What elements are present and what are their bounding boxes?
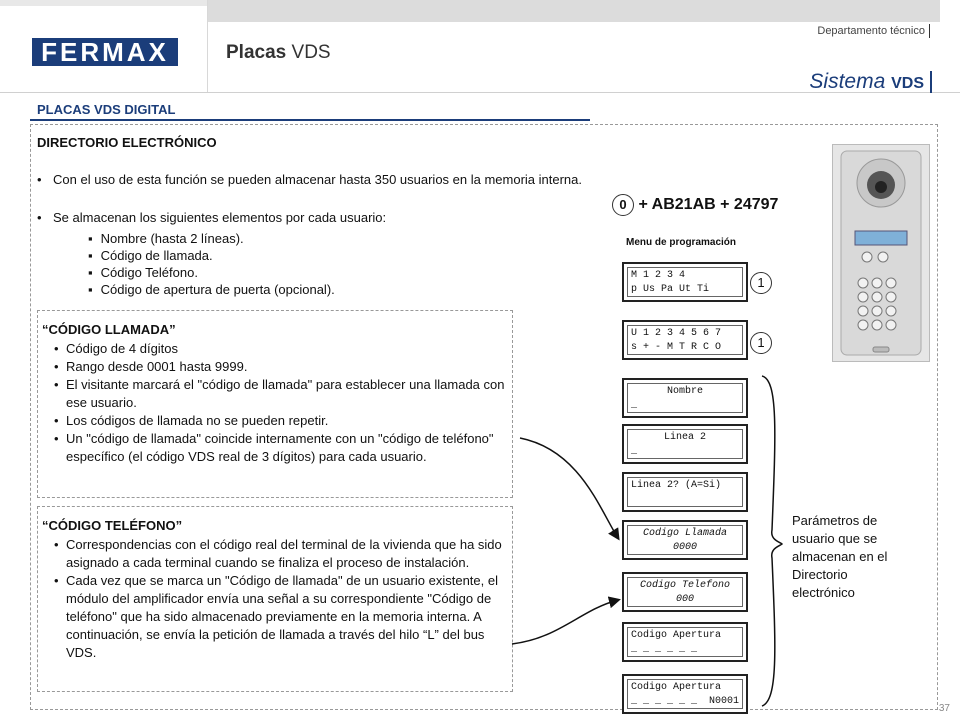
stored-items-list <box>88 230 335 298</box>
bullet-stored: • Se almacenan los siguientes elementos por cada usuario: <box>37 210 387 225</box>
lcd-line: Linea 2? (A=Si) <box>631 480 722 491</box>
header-divider <box>207 0 208 92</box>
lcd-line: 000 <box>675 594 694 605</box>
code-a: AB21AB <box>651 196 716 213</box>
lcd-line: 0000 <box>672 542 697 553</box>
step-1-icon-2: 1 <box>750 332 772 354</box>
section-label: PLACAS VDS DIGITAL <box>37 102 176 117</box>
connector-arrows <box>500 370 790 710</box>
lcd-line: _ <box>631 446 638 457</box>
list-item: • Un "código de llamada" coincide internamente con un "código de teléfono" específico (el código VDS real de 3 dígitos) para cada usuario. <box>42 430 510 466</box>
door-panel-graphic <box>833 145 929 361</box>
lcd-user-number: N0001 <box>708 696 739 707</box>
lcd-line: _ <box>631 400 638 411</box>
code-plus-2: + <box>720 196 730 213</box>
bullet-capacity: • Con el uso de esta función se pueden almacenar hasta 350 usuarios en la memoria interna. <box>37 172 582 187</box>
header-band-left <box>0 0 208 6</box>
section-rule <box>30 119 590 121</box>
lcd-line: Codigo Llamada <box>642 528 727 539</box>
page-title: DIRECTORIO ELECTRÓNICO <box>37 135 217 150</box>
codigo-llamada-content <box>42 322 510 466</box>
lcd-line: Linea 2 <box>663 432 706 443</box>
list-item: ▪ Código de apertura de puerta (opcional). <box>88 281 335 298</box>
lcd-line: U 1 2 3 4 5 6 7 <box>631 328 722 339</box>
fermax-logo: FERMAX <box>32 38 178 66</box>
product-title <box>226 42 331 64</box>
parameters-caption: Parámetros de usuario que se almacenan en el Directorio electrónico <box>792 513 888 600</box>
department-label <box>817 24 930 38</box>
system-title <box>809 70 932 94</box>
department-text: Departamento técnico <box>817 24 925 37</box>
bullet-capacity-text: Con el uso de esta función se pueden almacenar hasta 350 usuarios en la memoria interna. <box>53 172 582 187</box>
header-band <box>208 0 940 22</box>
step-1-icon: 1 <box>750 272 772 294</box>
product-title-rest: VDS <box>291 42 331 63</box>
codigo-llamada-title: “CÓDIGO LLAMADA” <box>42 322 176 337</box>
list-item: • Correspondencias con el código real del terminal de la vivienda que ha sido asignado a cada terminal cuando se finaliza el proceso de instalación. <box>42 536 514 572</box>
list-item: • El visitante marcará el "código de llamada" para establecer una llamada con ese usuario. <box>42 376 510 412</box>
lcd-line: Codigo Apertura <box>631 682 722 693</box>
system-word: Sistema <box>809 70 886 93</box>
code-b: 24797 <box>733 196 779 213</box>
codigo-telefono-title: “CÓDIGO TELÉFONO” <box>42 518 183 533</box>
lcd-line: Codigo Telefono <box>639 580 730 591</box>
lcd-main-menu <box>622 262 748 302</box>
page-number: 37 <box>938 703 950 714</box>
lcd-line: s + - M T R C O <box>631 342 722 353</box>
list-item: • Rango desde 0001 hasta 9999. <box>42 358 510 376</box>
door-panel-illustration <box>832 144 930 362</box>
menu-label: Menu de programación <box>626 237 737 248</box>
programming-code <box>612 194 778 216</box>
list-item: • Código de 4 dígitos <box>42 340 510 358</box>
zero-key-icon: 0 <box>612 194 634 216</box>
list-item: • Los códigos de llamada no se pueden repetir. <box>42 412 510 430</box>
codigo-telefono-content <box>42 518 514 662</box>
list-item: ▪ Código Teléfono. <box>88 264 335 281</box>
lcd-line: Codigo Apertura <box>631 630 722 641</box>
lcd-dashes: _ _ _ _ _ _ <box>631 696 698 707</box>
code-plus-1: + <box>638 196 648 213</box>
lcd-line: _ _ _ _ _ _ <box>631 644 698 655</box>
lcd-user-menu <box>622 320 748 360</box>
list-item: ▪ Código de llamada. <box>88 247 335 264</box>
lcd-line: Nombre <box>666 386 703 397</box>
product-title-bold: Placas <box>226 42 287 63</box>
lcd-line: p Us Pa Ut Ti <box>631 284 710 295</box>
list-item: ▪ Nombre (hasta 2 líneas). <box>88 230 335 247</box>
list-item: • Cada vez que se marca un "Código de llamada" de un usuario existente, el módulo del amplificador envía una señal a su correspondiente "Código de teléfono" que ha sido almacenado previamente en la memoria interna. A continuación, se envía la petición de llamada a través del hilo “L” del bus VDS. <box>42 572 514 662</box>
lcd-line: M 1 2 3 4 <box>631 270 686 281</box>
system-vds: VDS <box>891 75 924 92</box>
bullet-stored-text: Se almacenan los siguientes elementos por cada usuario: <box>53 210 387 225</box>
